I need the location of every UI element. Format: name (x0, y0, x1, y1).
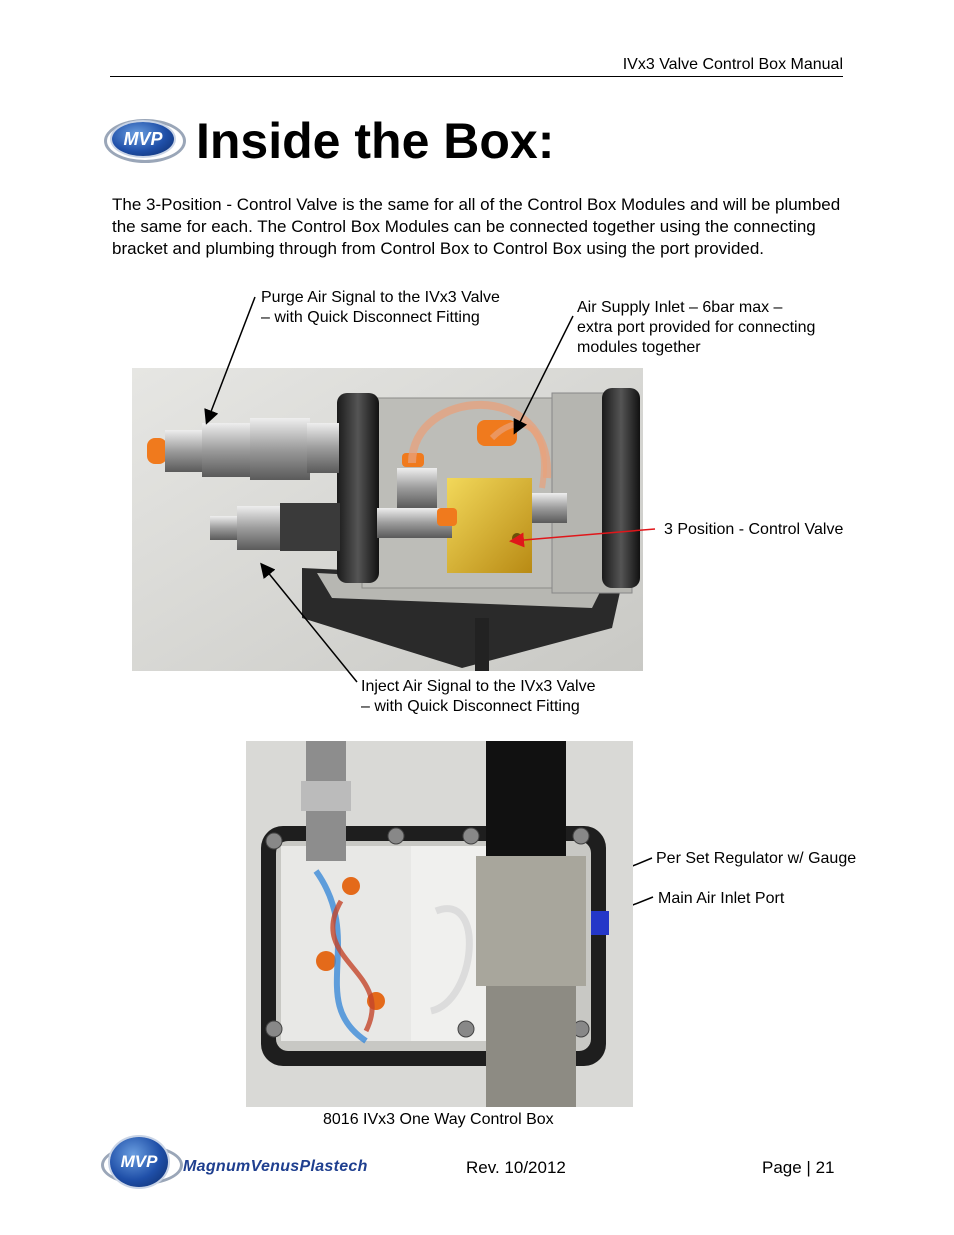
footer-revision: Rev. 10/2012 (466, 1158, 566, 1177)
purge-air-label-line1: Purge Air Signal to the IVx3 Valve (261, 289, 500, 306)
air-supply-label-line1: Air Supply Inlet – 6bar max – (577, 299, 783, 316)
control-valve-photo-drawing (132, 368, 643, 671)
air-supply-label-line3: modules together (577, 339, 701, 356)
purge-air-label-line2: – with Quick Disconnect Fitting (261, 309, 480, 326)
control-box-photo (246, 741, 633, 1107)
title-logo (112, 122, 174, 156)
regulator-label: Per Set Regulator w/ Gauge (656, 850, 857, 867)
manual-title: IVx3 Valve Control Box Manual (622, 56, 843, 73)
inject-air-label (361, 677, 651, 717)
control-box-photo-drawing (246, 741, 633, 1107)
page-title: Inside the Box: (196, 113, 555, 169)
control-valve-photo (132, 368, 643, 671)
control-valve-label: 3 Position - Control Valve (664, 521, 844, 538)
inject-air-label-line2: – with Quick Disconnect Fitting (361, 698, 580, 715)
main-inlet-label: Main Air Inlet Port (658, 890, 785, 907)
title-logo-text: MVP (123, 128, 163, 149)
page-header (110, 54, 843, 77)
air-supply-label-line2: extra port provided for connecting (577, 319, 816, 336)
inject-air-label-line1: Inject Air Signal to the IVx3 Valve (361, 678, 596, 695)
air-supply-label (577, 298, 867, 358)
purge-air-label (261, 288, 551, 328)
footer-logo (110, 1137, 168, 1187)
intro-paragraph: The 3-Position - Control Valve is the same for all of the Control Box Modules and will be plumbed the same for each. The Control Box Modules can be connected together using the connecting bracket and plumbing through from Control Box to Control Box using the port provided. (112, 195, 841, 258)
footer-page-number: Page | 21 (762, 1158, 835, 1177)
footer-brand: MagnumVenusPlastech (183, 1158, 368, 1175)
footer-logo-text: MVP (120, 1152, 158, 1171)
figure2-caption: 8016 IVx3 One Way Control Box (323, 1111, 554, 1128)
